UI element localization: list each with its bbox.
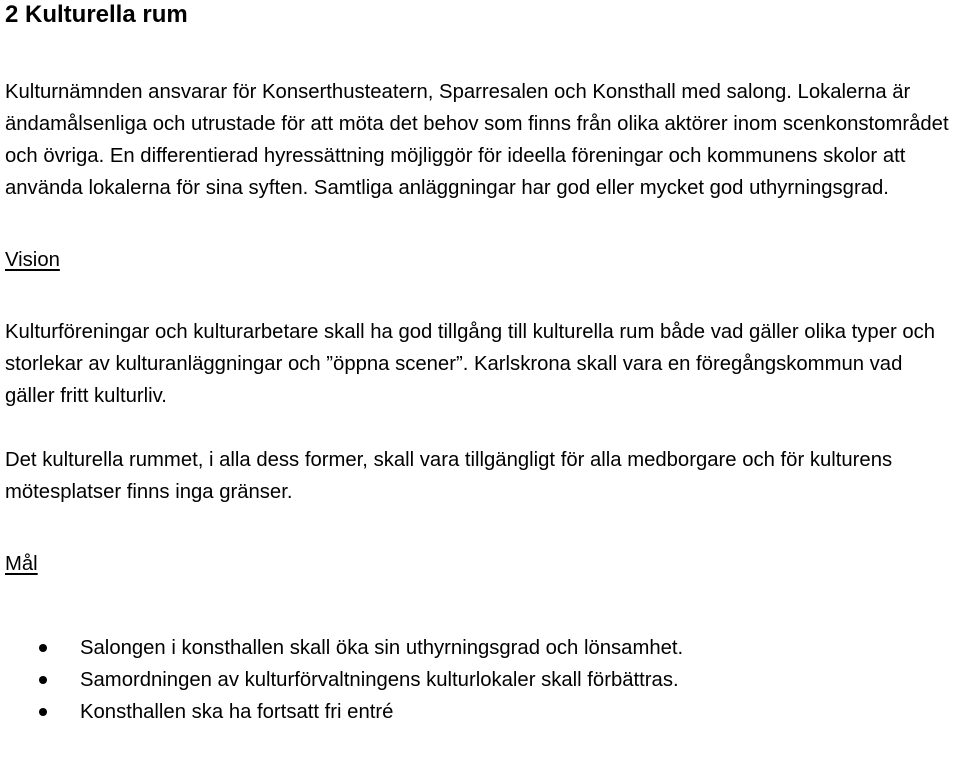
goal-text: Konsthallen ska ha fortsatt fri entré	[80, 701, 394, 723]
vision-paragraph-2: Det kulturella rummet, i alla dess former, skall vara tillgängligt för alla medborgare och för kulturens mötesplatser finns inga gränser.	[5, 449, 893, 503]
bullet-icon	[39, 708, 47, 716]
bullet-icon	[39, 644, 47, 652]
list-item	[5, 632, 957, 664]
intro-paragraph: Kulturnämnden ansvarar för Konserthusteatern, Sparresalen och Konsthall med salong. Lokalerna är ändamålsenliga och utrustade för att möta det behov som finns från olika aktörer inom scenkonstområdet och övriga. En differentierad hyressättning möjliggör för ideella föreningar och kommunens skolor att använda lokalerna för sina syften. Samtliga anläggningar har god eller mycket god uthyrningsgrad.	[5, 81, 949, 199]
list-item	[5, 664, 957, 696]
section-title: 2 Kulturella rum	[5, 1, 188, 28]
goals-heading: Mål	[5, 553, 38, 575]
vision-heading: Vision	[5, 249, 60, 271]
goal-text: Salongen i konsthallen skall öka sin uthyrningsgrad och lönsamhet.	[80, 637, 684, 659]
document-page	[5, 0, 957, 728]
vision-paragraph-1: Kulturföreningar och kulturarbetare skall ha god tillgång till kulturella rum både vad gäller olika typer och storlekar av kulturanläggningar och ”öppna scener”. Karlskrona skall vara en föregångskommun vad gäller fritt kulturliv.	[5, 321, 936, 407]
goal-text: Samordningen av kulturförvaltningens kulturlokaler skall förbättras.	[80, 669, 679, 691]
list-item	[5, 696, 957, 728]
goals-list	[5, 632, 957, 728]
bullet-icon	[39, 676, 47, 684]
